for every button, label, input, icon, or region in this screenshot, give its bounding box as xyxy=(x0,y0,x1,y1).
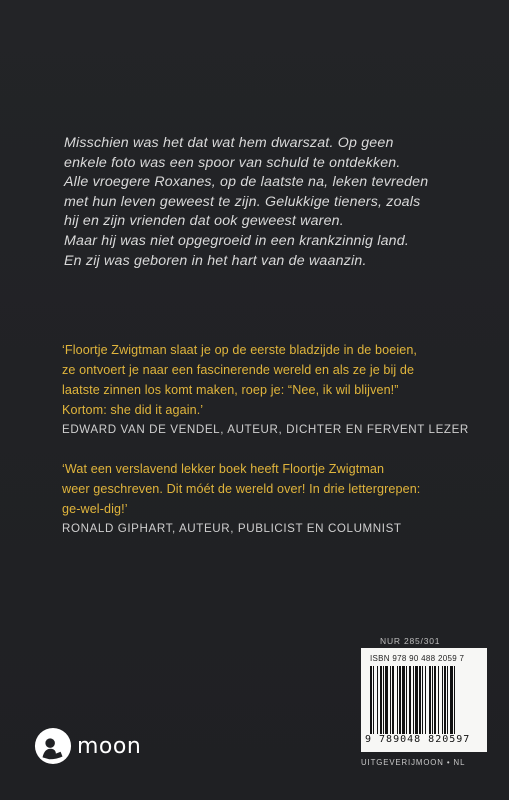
quote-line: ‘Wat een verslavend lekker boek heeft Floortje Zwigtman xyxy=(62,462,385,476)
blurb-text xyxy=(64,134,464,271)
blurb-line: Maar hij was niet opgegroeid in een krankzinnig land. xyxy=(64,232,409,249)
barcode-bars xyxy=(370,666,478,734)
quote-line: ze ontvoert je naar een fascinerende wereld en als ze je bij de xyxy=(62,363,415,377)
blurb-line: Alle vroegere Roxanes, op de laatste na, leken tevreden xyxy=(64,174,429,191)
isbn-barcode xyxy=(361,648,487,752)
quote-author: EDWARD VAN DE VENDEL, AUTEUR, DICHTER EN FERVENT LEZER xyxy=(62,423,469,436)
quote-line: laatste zinnen los komt maken, roep je: “Nee, ik wil blijven!” xyxy=(62,383,399,397)
publisher-logo xyxy=(34,727,141,765)
nur-code: NUR 285/301 xyxy=(380,636,441,646)
quote-line: ‘Floortje Zwigtman slaat je op de eerste bladzijde in de boeien, xyxy=(62,343,418,357)
review-quote-1 xyxy=(62,340,469,440)
barcode-digits: 9 789048 820597 xyxy=(365,734,471,745)
blurb-line: enkele foto was een spoor van schuld te ontdekken. xyxy=(64,154,401,171)
publisher-name: moon xyxy=(77,733,142,759)
blurb-line: En zij was geboren in het hart van de waanzin. xyxy=(64,252,367,269)
quote-line: Kortom: she did it again.’ xyxy=(62,403,204,417)
quote-author: RONALD GIPHART, AUTEUR, PUBLICIST EN COLUMNIST xyxy=(62,522,402,535)
quote-line: weer geschreven. Dit móét de wereld over! In drie lettergrepen: xyxy=(62,482,421,496)
quote-line: ge-wel-dig!’ xyxy=(62,502,128,516)
moon-logo-icon xyxy=(34,727,72,765)
isbn-label: ISBN 978 90 488 2059 7 xyxy=(370,654,465,663)
blurb-line: met hun leven geweest te zijn. Gelukkige tieners, zoals xyxy=(64,193,421,210)
review-quote-2 xyxy=(62,459,420,539)
blurb-line: Misschien was het dat wat hem dwarszat. Op geen xyxy=(64,135,394,151)
publisher-website: UITGEVERIJMOON • NL xyxy=(361,758,466,767)
blurb-line: hij en zijn vrienden dat ook geweest waren. xyxy=(64,213,344,230)
